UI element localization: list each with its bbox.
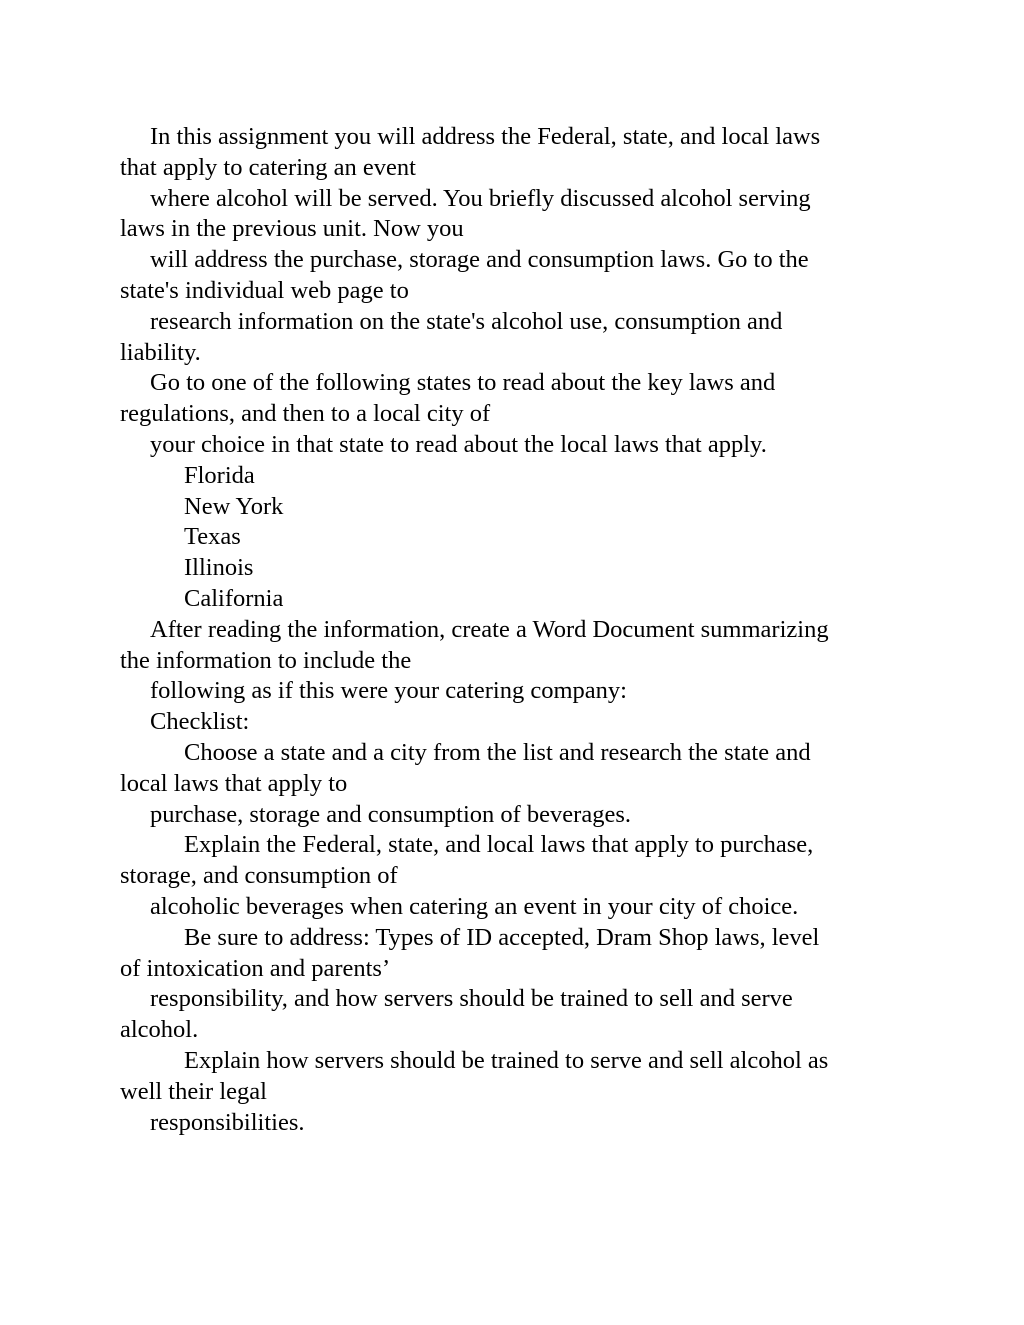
text-line: laws in the previous unit. Now you xyxy=(120,215,464,243)
text-line: Texas xyxy=(184,523,241,551)
text-line: Explain how servers should be trained to serve and sell alcohol as xyxy=(184,1046,829,1074)
text-line: Explain the Federal, state, and local laws that apply to purchase, xyxy=(184,831,814,859)
text-line: responsibilities. xyxy=(150,1108,305,1136)
text-line: storage, and consumption of xyxy=(120,862,398,890)
text-line: Illinois xyxy=(184,554,254,582)
text-line: After reading the information, create a Word Document summarizing xyxy=(150,615,829,643)
text-line: Choose a state and a city from the list and research the state and xyxy=(184,738,811,766)
text-line: responsibility, and how servers should be trained to sell and serve xyxy=(150,985,793,1013)
text-line: liability. xyxy=(120,338,201,366)
text-line: of intoxication and parents’ xyxy=(120,954,391,982)
text-line: local laws that apply to xyxy=(120,769,348,797)
text-line: well their legal xyxy=(120,1077,267,1105)
text-line: purchase, storage and consumption of beverages. xyxy=(150,800,631,828)
text-line: that apply to catering an event xyxy=(120,153,416,181)
text-line: Be sure to address: Types of ID accepted, Dram Shop laws, level xyxy=(184,923,820,951)
text-line: New York xyxy=(184,492,284,520)
text-line: regulations, and then to a local city of xyxy=(120,400,491,428)
text-line: will address the purchase, storage and consumption laws. Go to the xyxy=(150,246,809,274)
text-line: where alcohol will be served. You briefly discussed alcohol serving xyxy=(150,184,811,212)
text-line: alcohol. xyxy=(120,1016,199,1044)
text-line: alcoholic beverages when catering an event in your city of choice. xyxy=(150,892,799,920)
document-body xyxy=(120,122,910,1138)
text-line: Florida xyxy=(184,461,255,489)
text-line: your choice in that state to read about the local laws that apply. xyxy=(150,430,767,458)
text-line: research information on the state's alcohol use, consumption and xyxy=(150,307,783,335)
text-line: California xyxy=(184,584,284,612)
text-line: the information to include the xyxy=(120,646,412,674)
text-line: In this assignment you will address the Federal, state, and local laws xyxy=(150,123,821,150)
text-line: Go to one of the following states to read about the key laws and xyxy=(150,369,776,397)
text-line: following as if this were your catering company: xyxy=(150,677,627,705)
text-line: Checklist: xyxy=(150,708,250,736)
text-line: state's individual web page to xyxy=(120,276,409,304)
